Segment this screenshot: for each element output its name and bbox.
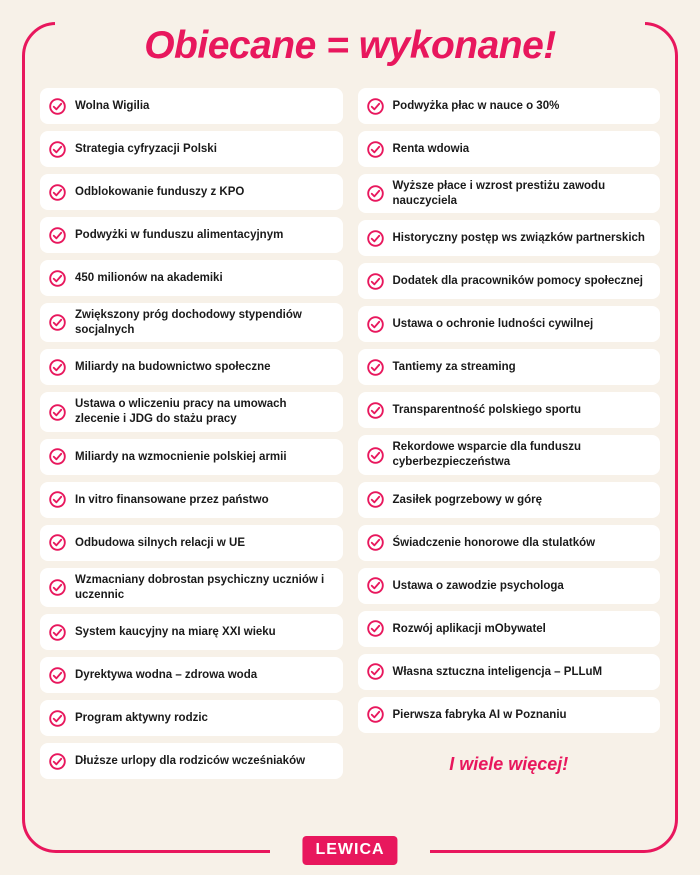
check-circle-icon bbox=[367, 491, 393, 508]
list-item bbox=[40, 743, 343, 779]
list-item-label: Transparentność polskiego sportu bbox=[392, 404, 582, 417]
list-item-label: Wyższe płace i wzrost prestiżu zawodu nauczyciela bbox=[392, 180, 606, 207]
list-item bbox=[358, 611, 661, 647]
check-circle-icon bbox=[49, 534, 75, 551]
list-item-label: System kaucyjny na miarę XXI wieku bbox=[75, 625, 276, 638]
list-item bbox=[358, 306, 661, 342]
list-item-label: Miliardy na budownictwo społeczne bbox=[75, 361, 271, 374]
party-logo: LEWICA bbox=[302, 836, 397, 865]
check-circle-icon bbox=[367, 185, 393, 202]
check-circle-icon bbox=[367, 273, 393, 290]
list-item-label: Własna sztuczna inteligencja – PLLuM bbox=[392, 665, 603, 678]
check-circle-icon bbox=[49, 753, 75, 770]
promise-columns bbox=[40, 88, 660, 779]
check-circle-icon bbox=[49, 624, 75, 641]
list-item bbox=[358, 482, 661, 518]
list-item-label: Rekordowe wsparcie dla funduszu cyberbezpieczeństwa bbox=[392, 441, 582, 469]
list-item-label: Strategia cyfryzacji Polski bbox=[75, 142, 217, 155]
list-item bbox=[40, 614, 343, 650]
check-circle-icon bbox=[367, 620, 393, 637]
list-item bbox=[40, 349, 343, 385]
list-item bbox=[358, 392, 661, 428]
check-circle-icon bbox=[367, 98, 393, 115]
list-item-label: Świadczenie honorowe dla stulatków bbox=[392, 536, 596, 549]
list-item-label: Program aktywny rodzic bbox=[75, 711, 208, 724]
list-item-label: Dyrektywa wodna – zdrowa woda bbox=[75, 668, 258, 681]
list-item-label: Dłuższe urlopy dla rodziców wcześniaków bbox=[75, 754, 306, 767]
check-circle-icon bbox=[49, 579, 75, 596]
list-item bbox=[358, 654, 661, 690]
list-item bbox=[358, 349, 661, 385]
list-item-label: Zasiłek pogrzebowy w górę bbox=[392, 493, 543, 506]
list-item-label: Ustawa o ochronie ludności cywilnej bbox=[392, 318, 594, 331]
list-item-label: Podwyżka płac w nauce o 30% bbox=[392, 99, 560, 112]
list-item bbox=[358, 131, 661, 167]
list-item bbox=[358, 568, 661, 604]
check-circle-icon bbox=[49, 491, 75, 508]
check-circle-icon bbox=[367, 447, 393, 464]
check-circle-icon bbox=[49, 359, 75, 376]
list-item bbox=[40, 568, 343, 607]
list-item-label: In vitro finansowane przez państwo bbox=[75, 493, 269, 506]
list-item-label: Rozwój aplikacji mObywatel bbox=[392, 622, 546, 635]
list-item bbox=[40, 88, 343, 124]
list-item-label: Pierwsza fabryka AI w Poznaniu bbox=[392, 708, 567, 721]
list-item-label: Podwyżki w funduszu alimentacyjnym bbox=[75, 228, 284, 241]
list-item-label: 450 milionów na akademiki bbox=[75, 271, 223, 284]
list-item-label: Ustawa o wliczeniu pracy na umowach zlecenie i JDG do stażu pracy bbox=[75, 398, 287, 426]
list-item bbox=[358, 263, 661, 299]
check-circle-icon bbox=[49, 227, 75, 244]
check-circle-icon bbox=[367, 230, 393, 247]
check-circle-icon bbox=[49, 184, 75, 201]
list-item-label: Odblokowanie funduszy z KPO bbox=[75, 185, 245, 198]
list-item bbox=[40, 439, 343, 475]
list-item bbox=[40, 657, 343, 693]
list-item-label: Tantiemy za streaming bbox=[392, 361, 516, 374]
check-circle-icon bbox=[367, 577, 393, 594]
list-item bbox=[40, 392, 343, 431]
promise-column-right bbox=[358, 88, 661, 779]
list-item bbox=[40, 131, 343, 167]
promise-column-left bbox=[40, 88, 343, 779]
list-item bbox=[358, 174, 661, 213]
list-item bbox=[358, 697, 661, 733]
page-title: Obiecane = wykonane! bbox=[144, 24, 556, 67]
check-circle-icon bbox=[49, 98, 75, 115]
list-item bbox=[40, 174, 343, 210]
list-item bbox=[40, 217, 343, 253]
check-circle-icon bbox=[49, 710, 75, 727]
list-item bbox=[358, 435, 661, 474]
check-circle-icon bbox=[49, 404, 75, 421]
list-item-label: Ustawa o zawodzie psychologa bbox=[392, 579, 564, 592]
list-item bbox=[40, 482, 343, 518]
list-item-label: Dodatek dla pracowników pomocy społecznej bbox=[392, 275, 644, 288]
list-item-label: Odbudowa silnych relacji w UE bbox=[75, 536, 245, 549]
check-circle-icon bbox=[367, 402, 393, 419]
check-circle-icon bbox=[367, 316, 393, 333]
check-circle-icon bbox=[49, 270, 75, 287]
check-circle-icon bbox=[367, 663, 393, 680]
list-item-label: Zwiększony próg dochodowy stypendiów socjalnych bbox=[75, 309, 302, 336]
list-item-label: Miliardy na wzmocnienie polskiej armii bbox=[75, 450, 287, 463]
list-item-label: Renta wdowia bbox=[392, 142, 470, 155]
check-circle-icon bbox=[367, 359, 393, 376]
list-item bbox=[358, 220, 661, 256]
check-circle-icon bbox=[49, 141, 75, 158]
check-circle-icon bbox=[367, 141, 393, 158]
check-circle-icon bbox=[49, 314, 75, 331]
list-item bbox=[40, 525, 343, 561]
list-item-label: Wolna Wigilia bbox=[75, 99, 150, 112]
list-item bbox=[358, 88, 661, 124]
list-item-label: Historyczny postęp ws związków partnerskich bbox=[392, 232, 645, 245]
list-item bbox=[40, 700, 343, 736]
footer-note: I wiele więcej! bbox=[449, 753, 569, 774]
check-circle-icon bbox=[49, 667, 75, 684]
list-item bbox=[40, 303, 343, 342]
list-item bbox=[40, 260, 343, 296]
list-item-label: Wzmacniany dobrostan psychiczny uczniów i uczennic bbox=[75, 573, 325, 601]
check-circle-icon bbox=[367, 534, 393, 551]
check-circle-icon bbox=[49, 448, 75, 465]
list-item bbox=[358, 525, 661, 561]
check-circle-icon bbox=[367, 706, 393, 723]
